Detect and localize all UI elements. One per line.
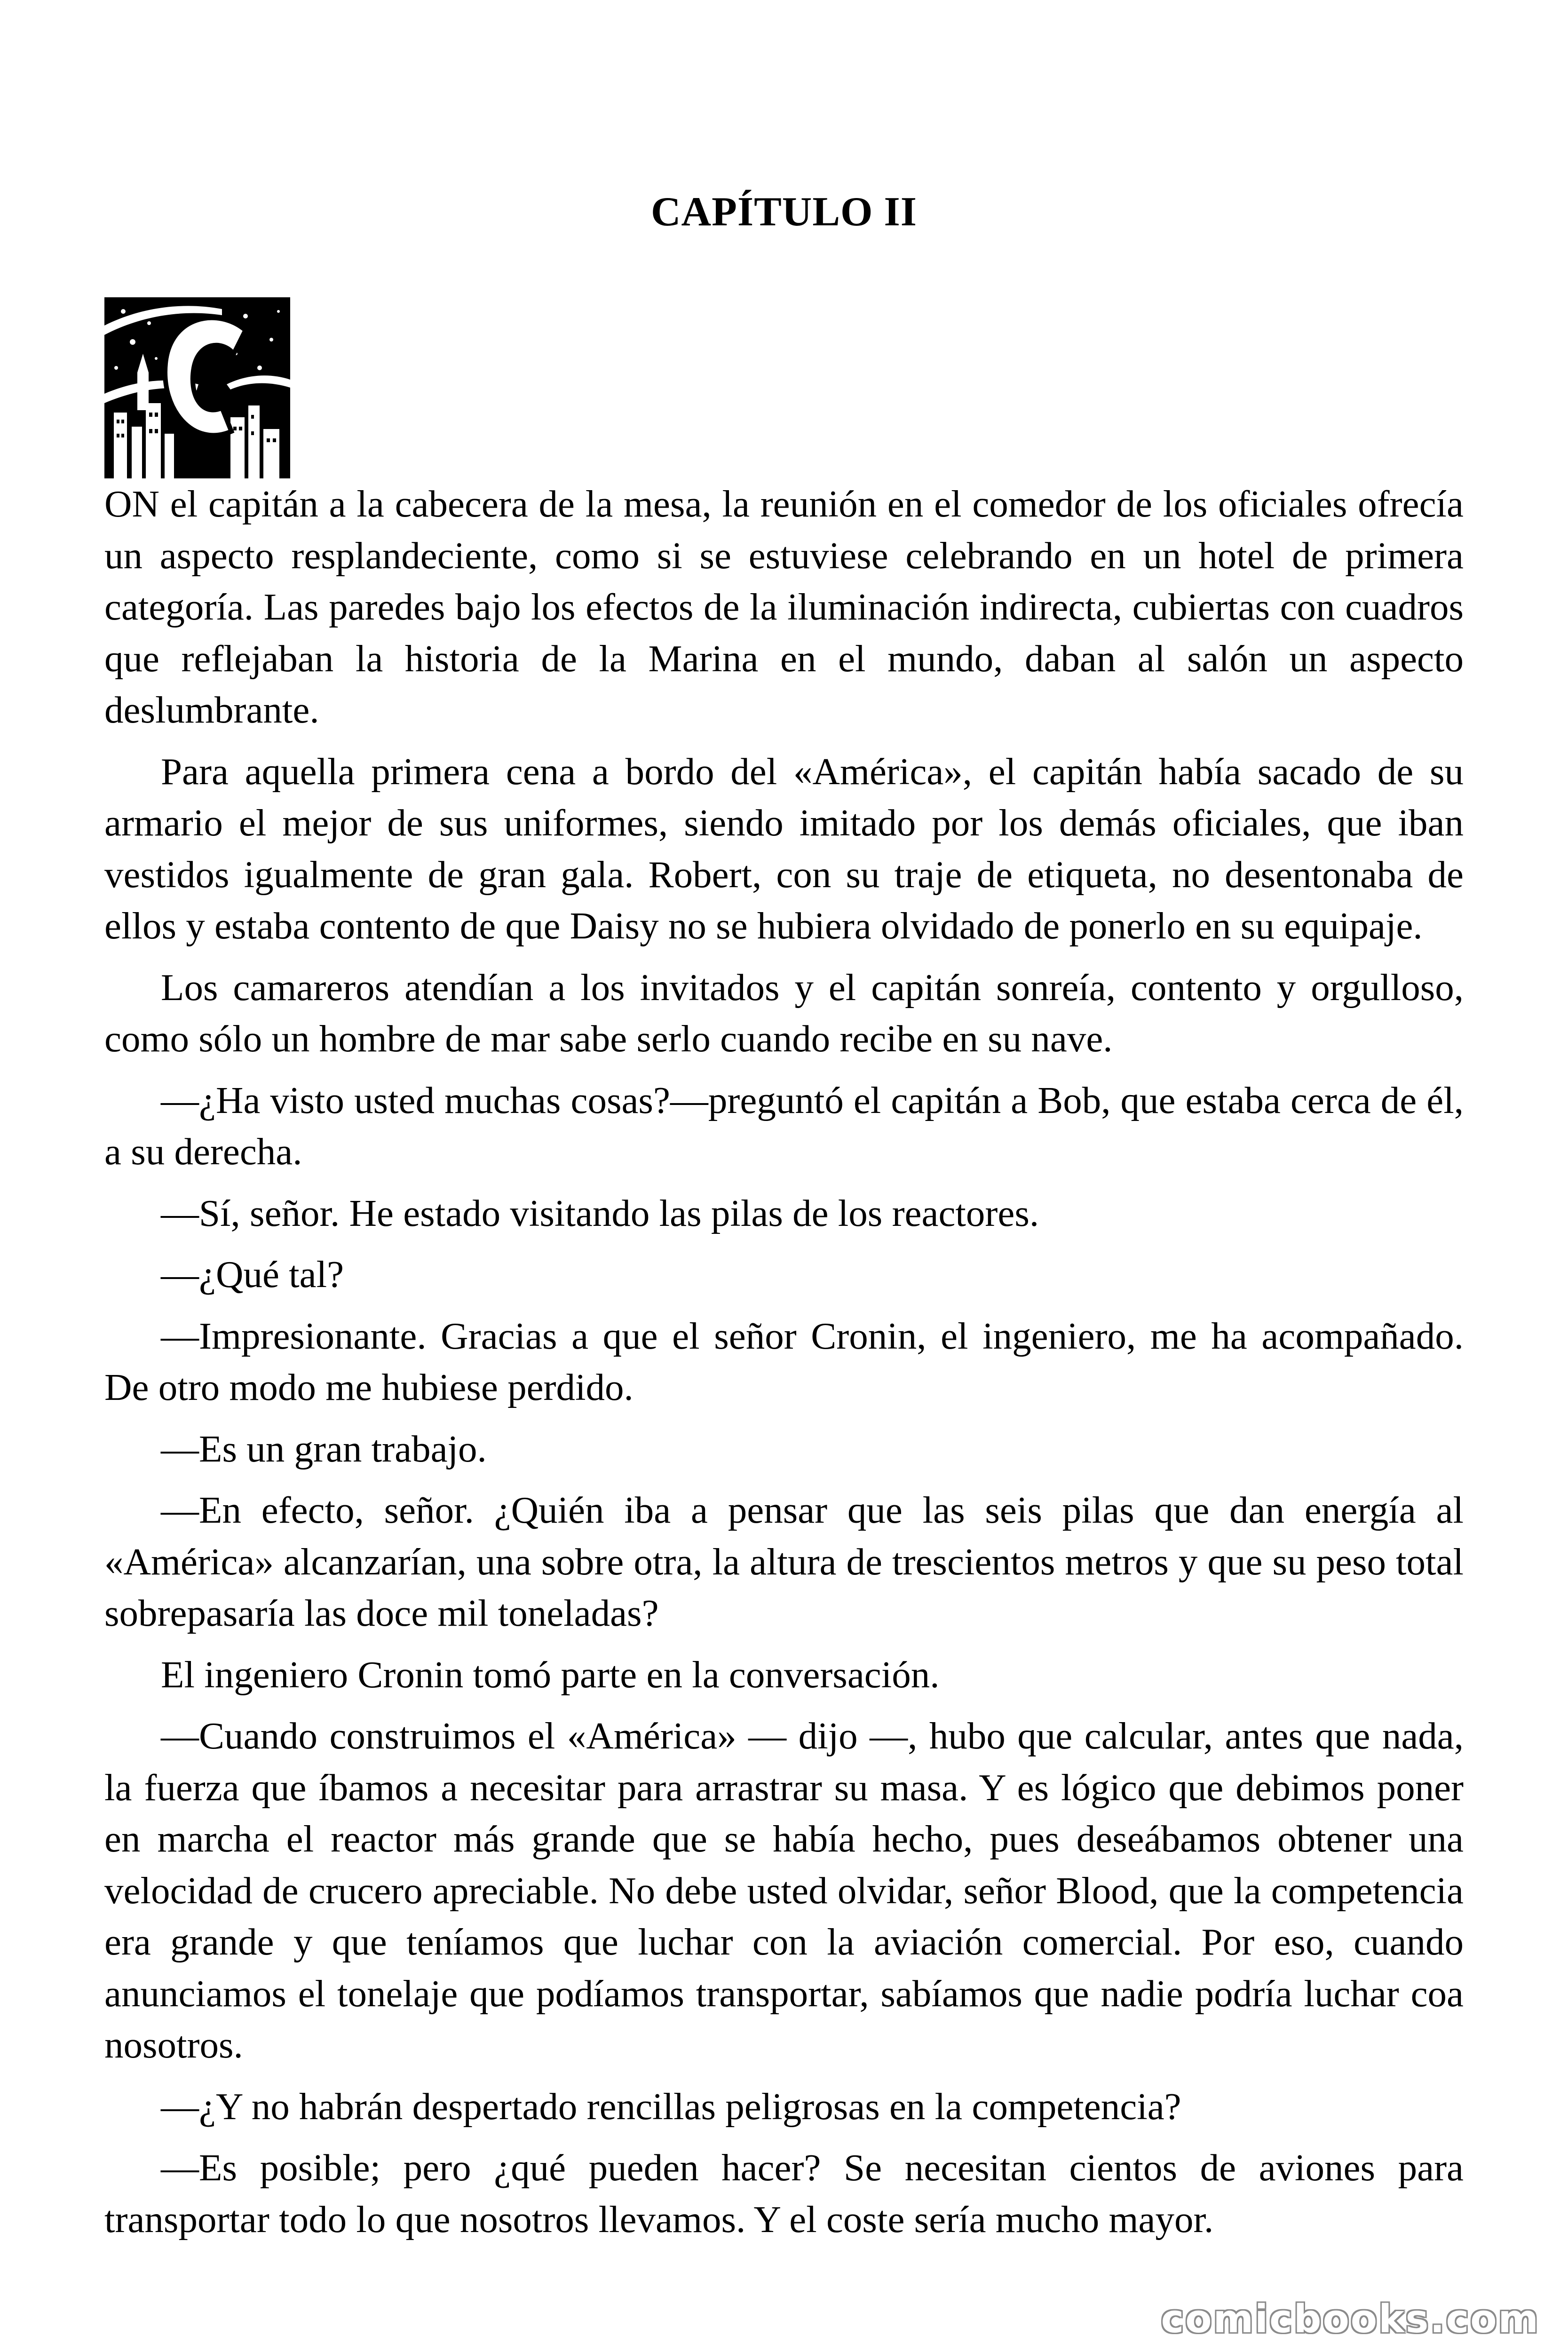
paragraph: —¿Ha visto usted muchas cosas?—preguntó el capitán a Bob, que estaba cerca de él, a su derecha. [104, 1079, 1464, 1173]
paragraph: ON el capitán a la cabecera de la mesa, la reunión en el comedor de los oficiales ofrecía un aspecto resplandeciente, como si se estuviese celebrando en un hotel de primera categoría. Las paredes bajo los efectos de la iluminación indirecta, cubiertas con cuadros que reflejaban la historia de la Marina en el mundo, daban al salón un aspecto deslumbrante. [104, 483, 1464, 731]
watermark: comicbooks.com [1161, 2297, 1540, 2342]
paragraph: —Sí, señor. He estado visitando las pilas de los reactores. [161, 1192, 1039, 1234]
paragraph: —Es posible; pero ¿qué pueden hacer? Se necesitan cientos de aviones para transportar todo lo que nosotros llevamos. Y el coste sería mucho mayor. [104, 2146, 1464, 2241]
paragraph: —¿Y no habrán despertado rencillas peligrosas en la competencia? [161, 2085, 1181, 2128]
paragraph: —Cuando construimos el «América» — dijo —, hubo que calcular, antes que nada, la fuerza que íbamos a necesitar para arrastrar su masa. Y es lógico que debimos poner en marcha el reactor más grande que se había hecho, pues deseábamos obtener una velocidad de crucero apreciable. No debe usted olvidar, señor Blood, que la competencia era grande y que teníamos que luchar con la aviación comercial. Por eso, cuando anunciamos el tonelaje que podíamos transportar, sabíamos que nadie podría luchar coa nosotros. [104, 1715, 1464, 2066]
paragraph: Los camareros atendían a los invitados y el capitán sonreía, contento y orgulloso, como sólo un hombre de mar sabe serlo cuando recibe en su nave. [104, 966, 1464, 1060]
chapter-title: CAPÍTULO II [651, 189, 917, 235]
paragraph: Para aquella primera cena a bordo del «América», el capitán había sacado de su armario el mejor de sus uniformes, siendo imitado por los demás oficiales, que iban vestidos igualmente de gran gala. Robert, con su traje de etiqueta, no desentonaba de ellos y estaba contento de que Daisy no se hubiera olvidado de ponerlo en su equipaje. [104, 750, 1464, 947]
body-text [104, 478, 1464, 2255]
paragraph: —Impresionante. Gracias a que el señor Cronin, el ingeniero, me ha acompañado. De otro modo me hubiese perdido. [104, 1314, 1464, 1408]
paragraph: El ingeniero Cronin tomó parte en la conversación. [161, 1653, 940, 1696]
paragraph: —En efecto, señor. ¿Quién iba a pensar que las seis pilas que dan energía al «América» alcanzarían, una sobre otra, la altura de trescientos metros y que su peso total sobrepasaría las doce mil toneladas? [104, 1489, 1464, 1634]
drop-cap-illustration [104, 297, 290, 478]
paragraph: —¿Qué tal? [161, 1253, 344, 1295]
paragraph: —Es un gran trabajo. [161, 1427, 487, 1470]
